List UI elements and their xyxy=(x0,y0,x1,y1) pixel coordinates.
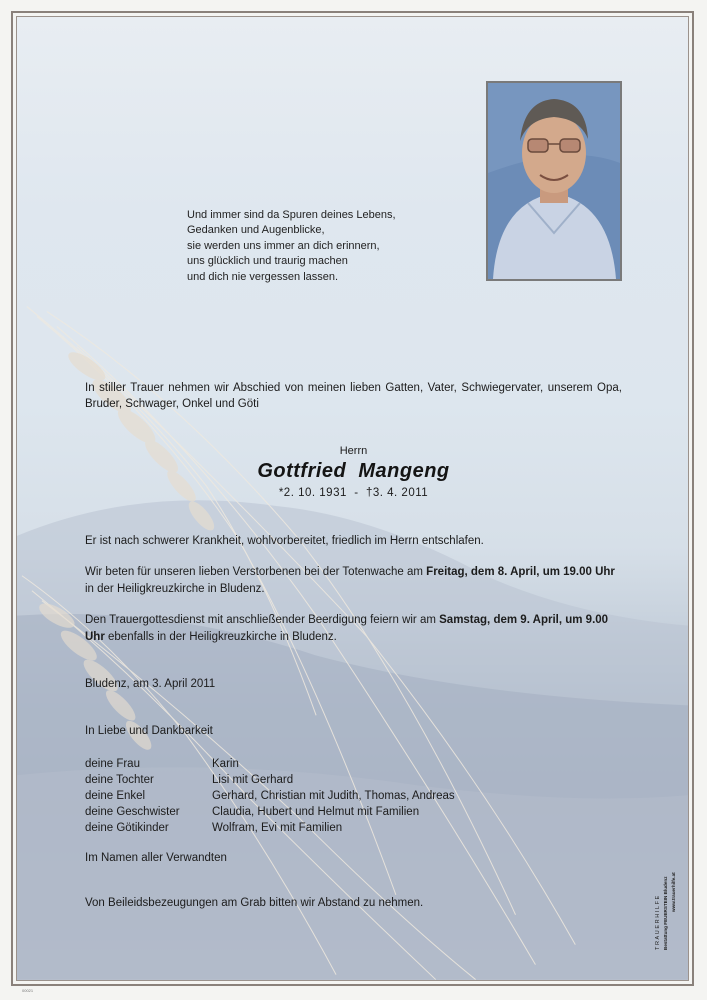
mourner-names: Karin xyxy=(212,758,239,770)
poem xyxy=(187,208,467,285)
poem-line: Gedanken und Augenblicke, xyxy=(187,224,325,237)
mourner-relation: deine Enkel xyxy=(85,790,146,802)
mourners-list xyxy=(85,756,565,836)
death-notice: Er ist nach schwerer Krankheit, wohlvorbereitet, friedlich im Herrn entschlafen. xyxy=(85,535,484,547)
funeral-text-before: Den Trauergottesdienst mit anschließender Beerdigung feiern wir am xyxy=(85,614,440,626)
wake-date: Freitag, dem 8. April, um 19.00 Uhr xyxy=(426,566,615,578)
wake-announcement xyxy=(85,564,622,597)
poem-line: Und immer sind da Spuren deines Lebens, xyxy=(187,209,396,221)
funeral-text-after: ebenfalls in der Heiligkreuzkirche in Bludenz. xyxy=(104,630,337,643)
wake-text-before: Wir beten für unseren lieben Verstorbenen bei der Totenwache am xyxy=(85,566,427,578)
funeral-announcement xyxy=(85,612,622,645)
mourner-relation: deine Götikinder xyxy=(85,822,169,834)
mourner-names: Claudia, Hubert und Helmut mit Familien xyxy=(212,806,420,818)
funeral-date: Samstag, dem 9. April, um 9.00 Uhr xyxy=(85,614,609,643)
mourner-relation: deine Tochter xyxy=(85,774,154,786)
mourner-names: Lisi mit Gerhard xyxy=(212,774,294,786)
mourner-relation: deine Geschwister xyxy=(85,806,180,818)
poem-line: sie werden uns immer an dich erinnern, xyxy=(187,239,380,252)
condolence-note: Von Beileidsbezeugungen am Grab bitten wir Abstand zu nehmen. xyxy=(85,897,424,909)
mourner-names: Wolfram, Evi mit Familien xyxy=(212,822,343,834)
mourner-row xyxy=(85,820,565,836)
mourner-row xyxy=(85,788,565,804)
place-date: Bludenz, am 3. April 2011 xyxy=(85,678,216,690)
imprint-line1: Bestattung FEUERSTEIN Bludenz xyxy=(663,876,668,950)
footer-code: 00021 xyxy=(22,988,34,993)
closing-line: In Liebe und Dankbarkeit xyxy=(85,725,213,737)
wake-text-after: in der Heiligkreuzkirche in Bludenz. xyxy=(85,582,265,595)
mourner-relation: deine Frau xyxy=(85,758,140,770)
imprint-company: TRAUERHILFE xyxy=(655,894,661,950)
funeral-home-imprint xyxy=(653,850,693,950)
mourner-row xyxy=(85,772,565,788)
salutation: Herrn xyxy=(339,445,368,457)
poem-line: uns glücklich und traurig machen xyxy=(187,255,348,268)
mourner-names: Gerhard, Christian mit Judith, Thomas, Andreas xyxy=(212,790,455,802)
mourner-row xyxy=(85,756,565,772)
life-dates: *2. 10. 1931 - †3. 4. 2011 xyxy=(278,487,429,499)
relatives-line: Im Namen aller Verwandten xyxy=(85,852,227,864)
intro-text: In stiller Trauer nehmen wir Abschied von meinen lieben Gatten, Vater, Schwiegervater, unserem Opa, Bruder, Schwager, Onkel und Göti xyxy=(85,382,622,410)
mourner-row xyxy=(85,804,565,820)
imprint-line2: www.trauerhilfe.at xyxy=(671,872,676,912)
portrait-photo xyxy=(486,81,622,281)
poem-line: und dich nie vergessen lassen. xyxy=(187,270,339,283)
deceased-name: Gottfried Mangeng xyxy=(257,460,450,482)
